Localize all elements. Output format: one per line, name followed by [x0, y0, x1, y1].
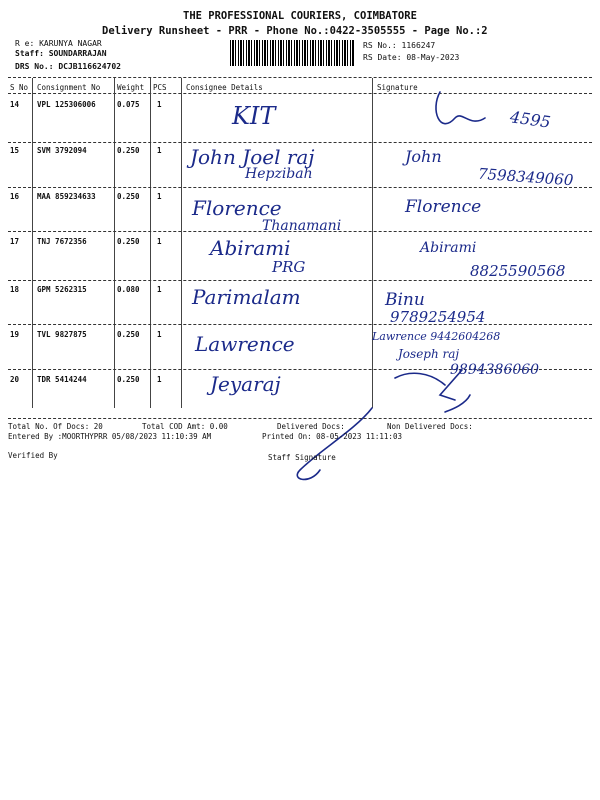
- signature-handwriting: John: [405, 147, 442, 166]
- consignee-handwriting-2: Hepzibah: [245, 166, 313, 182]
- row-sno: 17: [10, 237, 20, 246]
- col-weight: Weight: [117, 83, 145, 92]
- divider: [8, 93, 592, 94]
- entered-by: Entered By :MOORTHYPRR 05/08/2023 11:10:39 AM: [8, 432, 212, 441]
- consignee-handwriting: Abirami: [210, 236, 291, 260]
- col-consignment: Consignment No: [37, 83, 101, 92]
- row-weight: 0.250: [117, 330, 140, 339]
- arrow-stroke: [395, 373, 445, 385]
- column-line: [372, 78, 373, 408]
- route-label: R e: KARUNYA NAGAR: [15, 39, 102, 48]
- row-pcs: 1: [157, 237, 162, 246]
- consignee-handwriting: KIT: [232, 102, 276, 130]
- signature-scribble: [445, 395, 470, 412]
- rs-number: RS No.: 1166247: [363, 41, 436, 50]
- col-consignee: Consignee Details: [186, 83, 263, 92]
- signature-handwriting: 9894386060: [450, 362, 540, 378]
- row-weight: 0.250: [117, 375, 140, 384]
- row-weight: 0.250: [117, 237, 140, 246]
- staff-label: Staff: SOUNDARRAJAN: [15, 49, 107, 58]
- row-sno: 18: [10, 285, 20, 294]
- column-line: [181, 78, 182, 408]
- consignee-handwriting: Parimalam: [192, 285, 301, 309]
- divider: [8, 280, 592, 281]
- total-docs: Total No. Of Docs: 20: [8, 422, 103, 431]
- total-cod: Total COD Amt: 0.00: [142, 422, 228, 431]
- row-pcs: 1: [157, 330, 162, 339]
- signature-handwriting: Florence: [405, 197, 482, 217]
- signature-handwriting-2: Joseph raj: [398, 347, 460, 361]
- row-pcs: 1: [157, 100, 162, 109]
- row-pcs: 1: [157, 146, 162, 155]
- row-sno: 20: [10, 375, 20, 384]
- row-sno: 14: [10, 100, 20, 109]
- signature-handwriting: 4595: [508, 107, 552, 132]
- consignee-handwriting: Florence: [192, 196, 282, 220]
- divider: [8, 187, 592, 188]
- signature-handwriting-2: 9789254954: [390, 308, 486, 326]
- row-sno: 15: [10, 146, 20, 155]
- consignee-handwriting-2: Thanamani: [262, 218, 342, 234]
- col-signature: Signature: [377, 83, 418, 92]
- verified-by: Verified By: [8, 451, 58, 460]
- row-sno: 16: [10, 192, 20, 201]
- row-pcs: 1: [157, 192, 162, 201]
- row-consignment: GPM 5262315: [37, 285, 87, 294]
- row-pcs: 1: [157, 375, 162, 384]
- consignee-handwriting-2: PRG: [272, 258, 306, 276]
- consignee-handwriting: John Joel raj: [190, 145, 315, 169]
- row-consignment: TNJ 7672356: [37, 237, 87, 246]
- row-consignment: TDR 5414244: [37, 375, 87, 384]
- row-pcs: 1: [157, 285, 162, 294]
- divider: [8, 418, 592, 419]
- non-delivered-docs: Non Delivered Docs:: [387, 422, 473, 431]
- barcode: [230, 40, 355, 66]
- signature-handwriting: Abirami: [420, 240, 477, 256]
- column-line: [32, 78, 33, 408]
- signature-handwriting-2: 8825590568: [470, 262, 566, 280]
- col-sno: S No: [10, 83, 29, 92]
- column-line: [150, 78, 151, 408]
- divider: [8, 324, 592, 325]
- col-pcs: PCS: [153, 83, 167, 92]
- runsheet-subtitle: Delivery Runsheet - PRR - Phone No.:0422-3505555 - Page No.:2: [102, 25, 488, 37]
- divider: [8, 77, 592, 78]
- signature-handwriting: Lawrence 9442604268: [372, 330, 501, 343]
- row-consignment: VPL 125306006: [37, 100, 96, 109]
- signature-scribble: [436, 92, 485, 124]
- row-consignment: SVM 3792094: [37, 146, 87, 155]
- consignee-handwriting: Jeyaraj: [210, 372, 281, 396]
- signature-handwriting-2: 7598349060: [477, 164, 574, 190]
- row-weight: 0.250: [117, 146, 140, 155]
- row-weight: 0.080: [117, 285, 140, 294]
- row-weight: 0.075: [117, 100, 140, 109]
- company-title: THE PROFESSIONAL COURIERS, COIMBATORE: [183, 10, 417, 22]
- rs-date: RS Date: 08-May-2023: [363, 53, 460, 62]
- row-weight: 0.250: [117, 192, 140, 201]
- staff-signature: Staff Signature: [268, 453, 336, 462]
- row-sno: 19: [10, 330, 20, 339]
- signature-handwriting: Binu: [385, 290, 425, 310]
- printed-on: Printed On: 08-05-2023 11:11:03: [262, 432, 402, 441]
- delivered-docs: Delivered Docs:: [277, 422, 345, 431]
- drs-number: DRS No.: DCJB116624702: [15, 62, 121, 71]
- divider: [8, 231, 592, 232]
- divider: [8, 142, 592, 143]
- column-line: [114, 78, 115, 408]
- consignee-handwriting: Lawrence: [195, 332, 295, 356]
- row-consignment: MAA 859234633: [37, 192, 96, 201]
- row-consignment: TVL 9827875: [37, 330, 87, 339]
